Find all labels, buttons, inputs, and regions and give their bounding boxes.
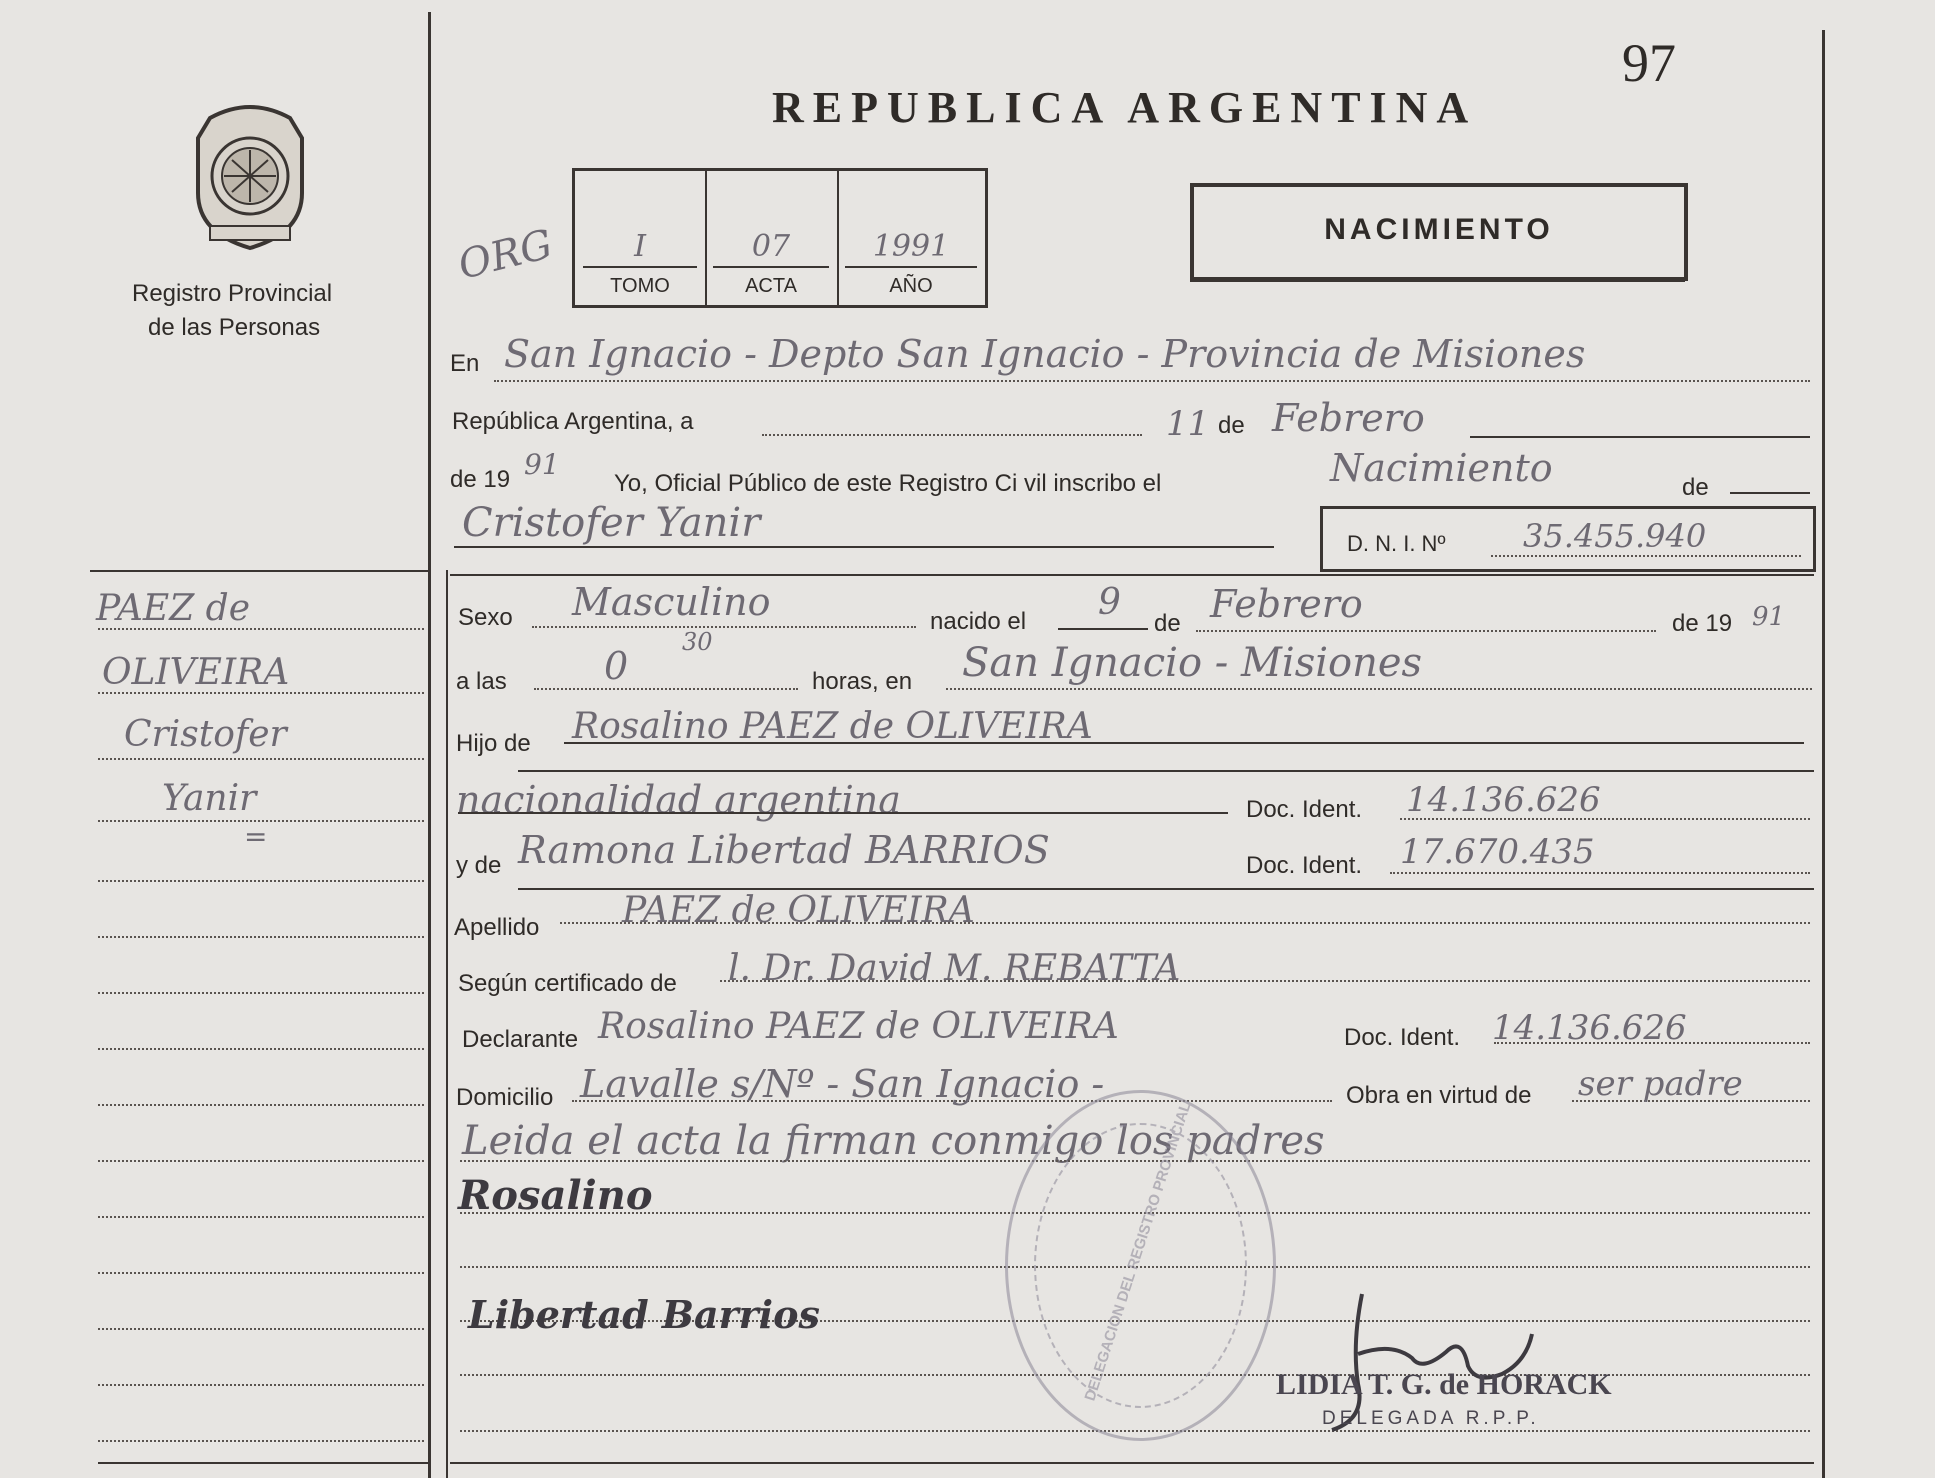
ano-label: AÑO [889,275,933,297]
birth-place-value: San Ignacio - Misiones [962,640,1423,686]
horas-label: horas, en [812,668,913,695]
ano-value: 1991 [872,229,950,264]
declarante-doc-value: 14.136.626 [1492,1008,1687,1048]
domicilio-value: Lavalle s/Nº - San Ignacio - [580,1062,1105,1106]
document-type-box [1190,183,1688,281]
domicilio-label: Domicilio [456,1084,554,1111]
registry-name-line2: de las Personas [148,314,321,341]
declarante-label: Declarante [462,1026,579,1053]
mother-doc-value: 17.670.435 [1400,832,1595,872]
mother-signature: Libertad Barrios [468,1292,820,1337]
acta-cell [705,171,839,305]
registry-logo [180,98,320,253]
sexo-value: Masculino [572,580,771,624]
dni-box [1320,506,1816,572]
de-label: de [1218,412,1245,439]
apellido-value: PAEZ de OLIVEIRA [622,890,975,931]
left-column-rule [428,12,431,1478]
obra-label: Obra en virtud de [1346,1082,1532,1109]
org-annotation: ORG [453,221,558,289]
official-title: DELEGADA R.P.P. [1322,1408,1540,1429]
seal-text: DELEGACION DEL REGISTRO PROVINCIAL [1081,1099,1195,1404]
dni-value: 35.455.940 [1523,517,1707,555]
de19-label-2: de 19 [1672,610,1733,637]
month-value: Febrero [1272,396,1425,440]
certificado-value: l. Dr. David M. REBATTA [728,948,1181,989]
acta-value: 07 [751,229,791,264]
official-seal [1005,1090,1276,1441]
father-name-value: Rosalino PAEZ de OLIVEIRA [572,706,1093,747]
de-label-2: de [1682,474,1709,501]
doc-label-3: Doc. Ident. [1344,1024,1461,1051]
doc-label-1: Doc. Ident. [1246,796,1363,823]
acta-label: ACTA [745,275,797,297]
oficial-text: Yo, Oficial Público de este Registro Ci vil inscribo el [614,470,1162,497]
mother-name-value: Ramona Libertad BARRIOS [518,828,1050,872]
father-signature: Rosalino [458,1172,653,1219]
obra-value: ser padre [1578,1064,1743,1104]
tomo-label: TOMO [610,275,670,297]
doc-label-2: Doc. Ident. [1246,852,1363,879]
record-number-box [572,168,988,308]
hijo-label: Hijo de [456,730,531,757]
act-type-value: Nacimiento [1330,446,1553,490]
ano-cell [837,171,985,305]
en-label: En [450,350,480,377]
document-type: NACIMIENTO [1324,213,1554,246]
declarante-value: Rosalino PAEZ de OLIVEIRA [598,1006,1119,1047]
yde-label: y de [456,852,502,879]
tomo-cell [575,171,707,305]
margin-surname-2: OLIVEIRA [102,652,290,693]
tomo-value: I [634,229,646,264]
year-value: 91 [524,448,560,481]
margin-surname-1: PAEZ de [96,588,251,629]
nacido-label: nacido el [930,608,1027,635]
day-value: 11 [1166,404,1210,444]
page-number: 97 [1622,33,1676,93]
segun-label: Según certificado de [458,970,677,997]
registry-name-line1: Registro Provincial [132,280,333,307]
margin-given-name-2: Yanir [162,778,257,819]
father-doc-value: 14.136.626 [1406,780,1601,820]
alas-label: a las [456,668,507,695]
de19-label: de 19 [450,466,511,493]
de-label-3: de [1154,610,1181,637]
place-value: San Ignacio - Depto San Ignacio - Provincia de Misiones [504,332,1586,376]
birth-month-value: Febrero [1210,582,1363,626]
closing-statement: Leida el acta la firman conmigo los padres [462,1118,1325,1164]
inner-rule [446,570,448,1478]
signature-icon [1262,1254,1562,1434]
minutes-value: 30 [682,628,713,656]
coat-of-arms-icon [180,98,320,253]
right-border-rule [1822,30,1825,1478]
margin-equals: = [244,820,268,853]
official-name: LIDIA T. G. de HORACK [1276,1368,1612,1401]
margin-given-name-1: Cristofer [124,714,287,755]
document-title: REPUBLICA ARGENTINA [772,83,1478,132]
sexo-label: Sexo [458,604,513,631]
child-name-value: Cristofer Yanir [462,500,761,546]
birth-day-value: 9 [1098,582,1121,623]
hour-value: 0 [604,644,629,688]
nationality-value: nacionalidad argentina [456,778,901,822]
birth-year-value: 91 [1752,602,1786,632]
apellido-label: Apellido [454,914,540,941]
republica-label: República Argentina, a [452,408,694,435]
dni-label: D. N. I. Nº [1347,531,1446,556]
